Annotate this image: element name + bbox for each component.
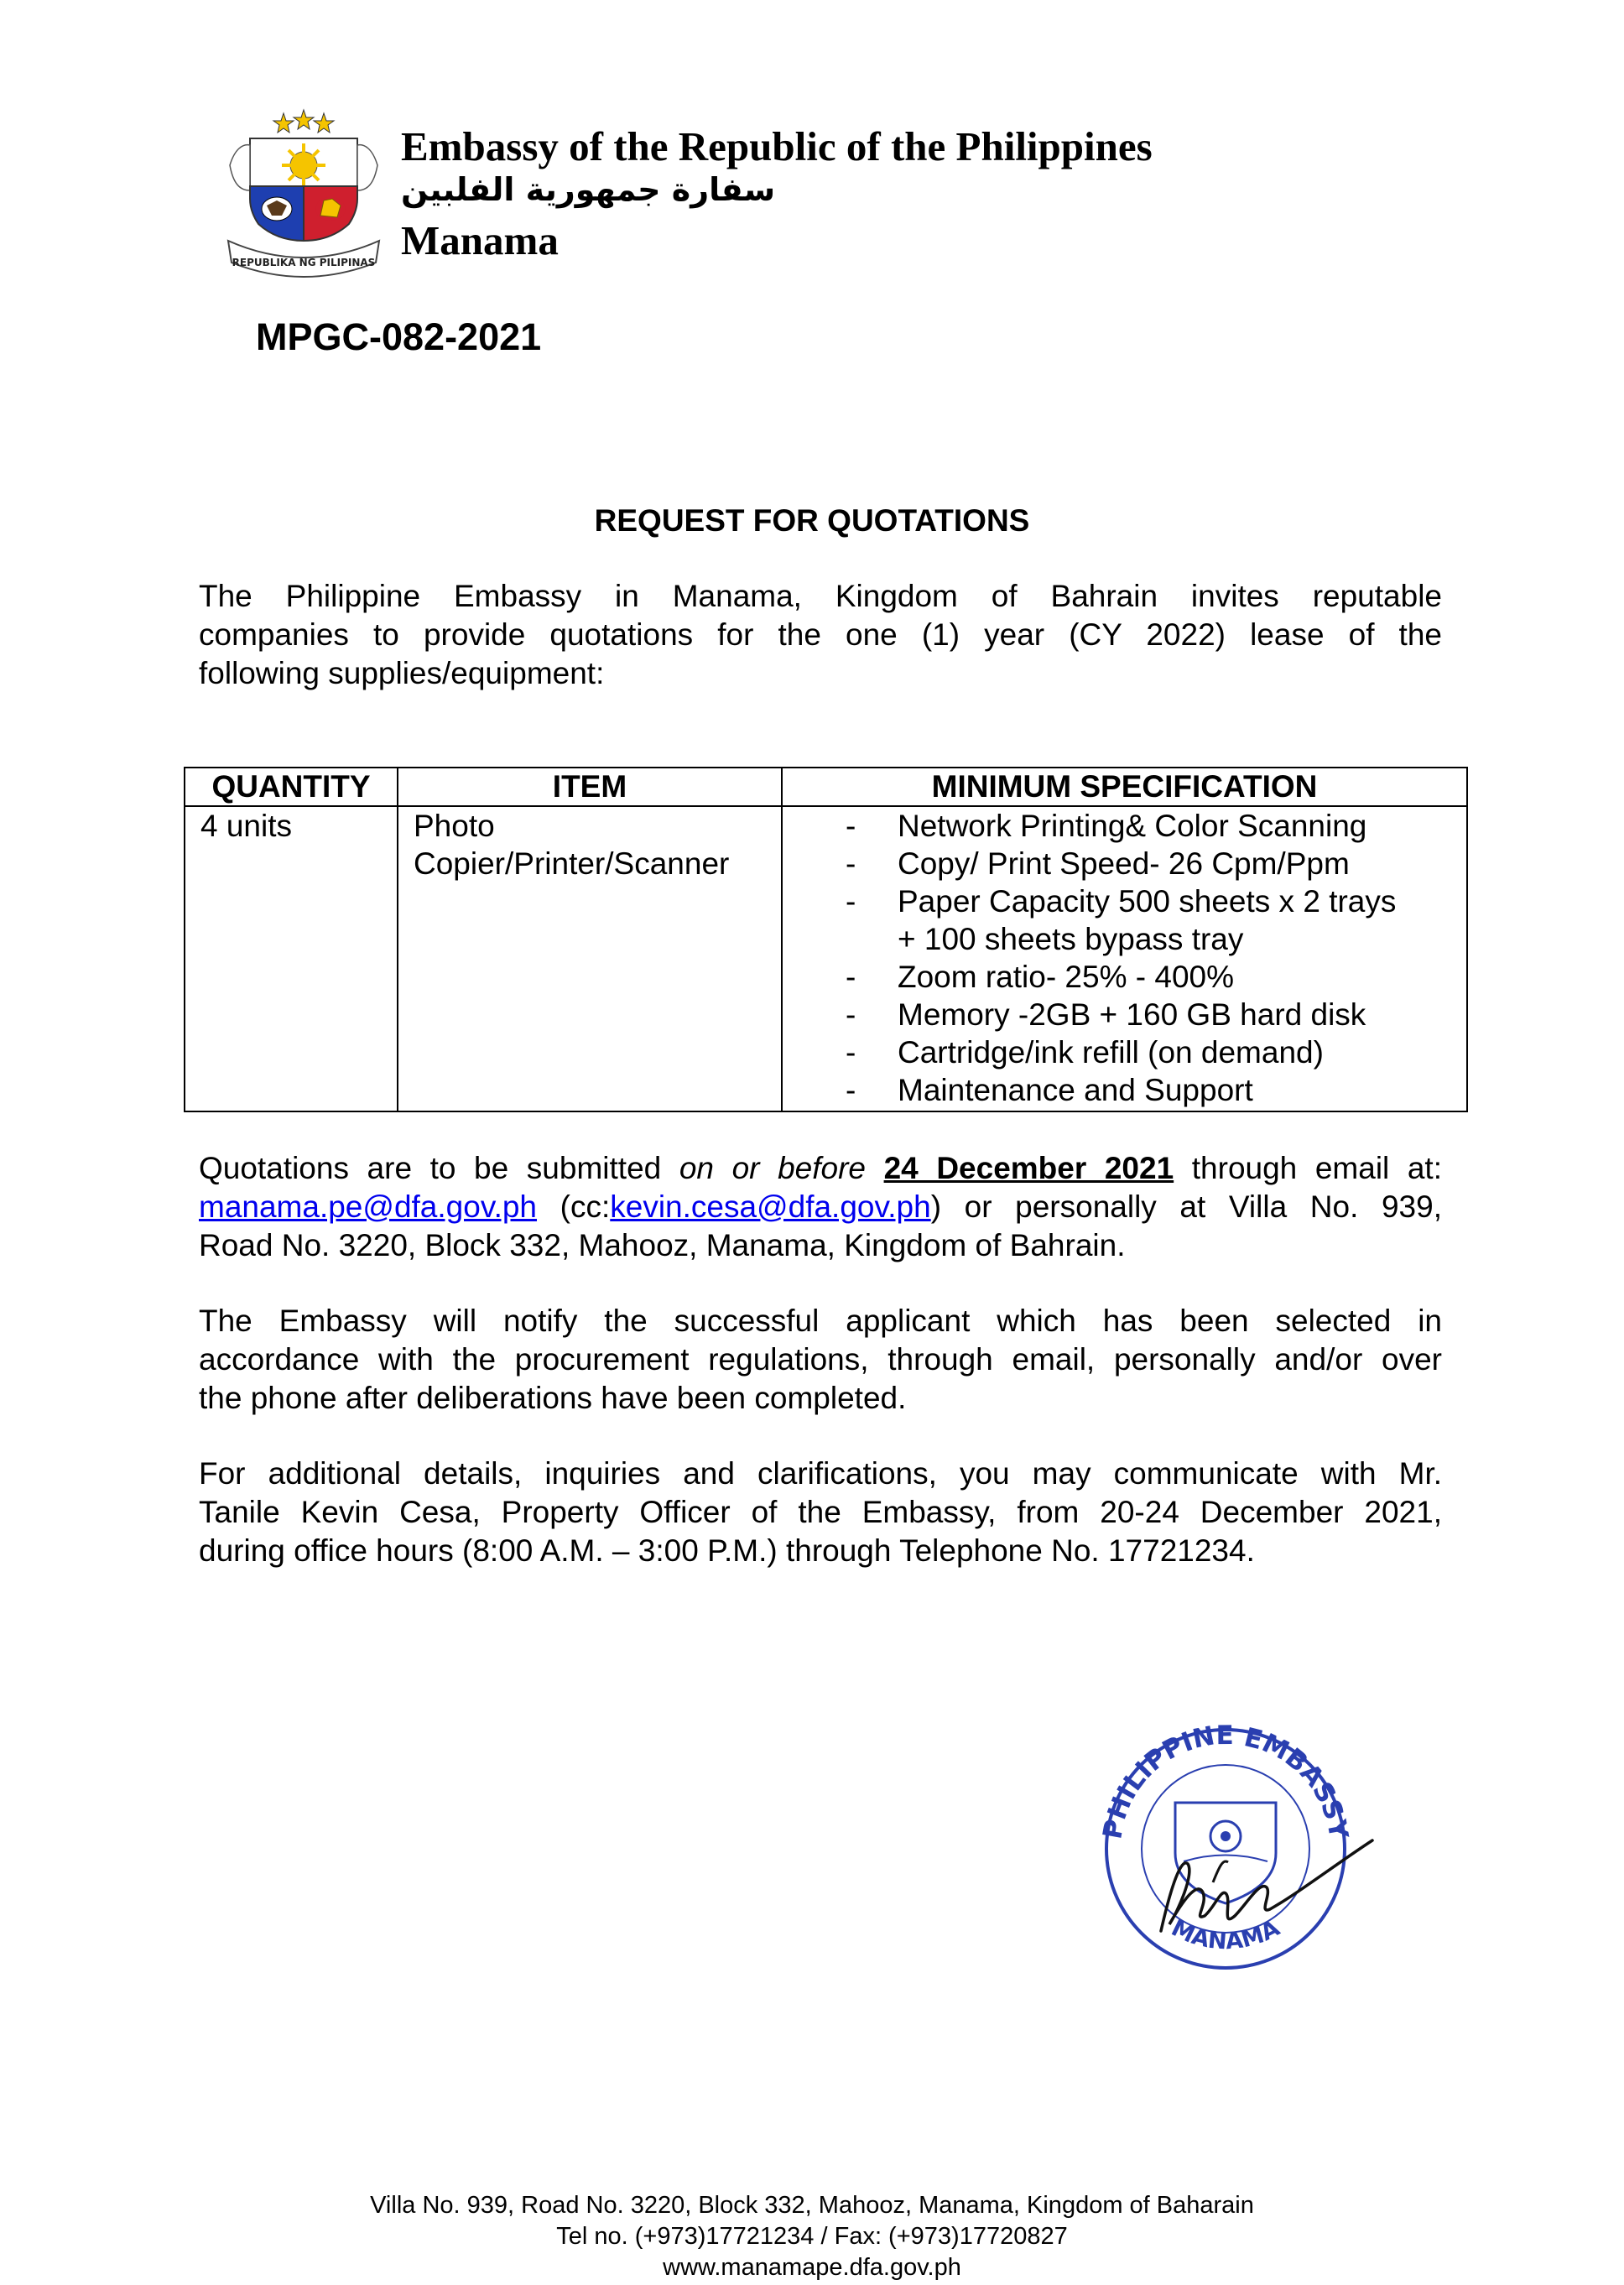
intro-paragraph [199,577,1442,693]
spec-item: - Maintenance and Support [783,1071,1466,1109]
embassy-stamp-signature [1087,1715,1406,1983]
item-line: Copier/Printer/Scanner [414,846,730,881]
contact-line: Tanile Kevin Cesa, Property Officer of the Embassy, from 20-24 December 2021, [199,1495,1442,1529]
specification-cell [782,806,1467,1111]
notify-line: accordance with the procurement regulations, through email, personally and/or over [199,1342,1442,1377]
header-item: ITEM [398,768,782,806]
spec-item: - Network Printing& Color Scanning [783,807,1466,845]
document-title: REQUEST FOR QUOTATIONS [594,503,1030,538]
header-specification: MINIMUM SPECIFICATION [782,768,1467,806]
stamp-bottom-text: MANAMA [1167,1915,1284,1955]
table-header-row [185,768,1467,806]
specification-table [184,767,1468,1112]
item-line: Photo [414,809,495,843]
contact-line: during office hours (8:00 A.M. – 3:00 P.M.) through Telephone No. 17721234. [199,1533,1255,1568]
submission-paragraph [199,1149,1442,1265]
submission-text: ) or personally at Villa No. 939, [930,1189,1442,1224]
quantity-cell: 4 units [185,806,398,1111]
submission-address: Road No. 3220, Block 332, Mahooz, Manama, Kingdom of Bahrain. [199,1228,1126,1262]
deadline-qualifier: on or before [679,1151,866,1185]
contact-line: For additional details, inquiries and clarifications, you may communicate with Mr. [199,1456,1442,1491]
submission-line [199,1149,1442,1188]
deadline-date: 24 December 2021 [883,1151,1174,1185]
cc-label: (cc: [560,1189,611,1224]
spec-item: - Memory -2GB + 160 GB hard disk [783,996,1466,1033]
embassy-title-arabic: سفارة جمهورية الفلبين [401,171,776,208]
header-quantity: QUANTITY [185,768,398,806]
notification-paragraph [199,1302,1442,1418]
item-cell [398,806,782,1111]
submission-line [199,1188,1442,1226]
intro-line: following supplies/equipment: [199,656,605,690]
spec-item: - Zoom ratio- 25% - 400% [783,958,1466,996]
email-link-cc[interactable]: kevin.cesa@dfa.gov.ph [610,1189,931,1224]
footer-address: Villa No. 939, Road No. 3220, Block 332, Mahooz, Manama, Kingdom of Baharain [370,2192,1254,2219]
table-row [185,806,1467,1111]
notify-line: the phone after deliberations have been completed. [199,1381,907,1415]
footer-website: www.manamape.dfa.gov.ph [663,2254,961,2281]
philippine-coat-of-arms-seal [225,107,383,289]
intro-line: The Philippine Embassy in Manama, Kingdom of Bahrain invites reputable [199,579,1442,613]
spec-item: - Copy/ Print Speed- 26 Cpm/Ppm [783,845,1466,882]
intro-line: companies to provide quotations for the one (1) year (CY 2022) lease of the [199,617,1442,652]
contact-paragraph [199,1455,1442,1570]
spec-item-continued: + 100 sheets bypass tray [898,922,1244,956]
footer-phone-fax: Tel no. (+973)17721234 / Fax: (+973)17720827 [556,2223,1068,2250]
spec-item: - Paper Capacity 500 sheets x 2 trays [783,882,1466,920]
submission-text: Quotations are to be submitted [199,1151,662,1185]
embassy-city: Manama [401,217,559,263]
submission-text: through email at: [1191,1151,1442,1185]
seal-scroll-text: REPUBLIKA NG PILIPINAS [232,257,376,268]
spec-item: - Cartridge/ink refill (on demand) [783,1033,1466,1071]
email-link-primary[interactable]: manama.pe@dfa.gov.ph [199,1189,538,1224]
reference-number: MPGC-082-2021 [256,315,542,358]
notify-line: The Embassy will notify the successful applicant which has been selected in [199,1304,1442,1338]
stamp-top-text: PHILIPPINE EMBASSY [1097,1720,1354,1842]
embassy-title: Embassy of the Republic of the Philippines [401,123,1153,169]
